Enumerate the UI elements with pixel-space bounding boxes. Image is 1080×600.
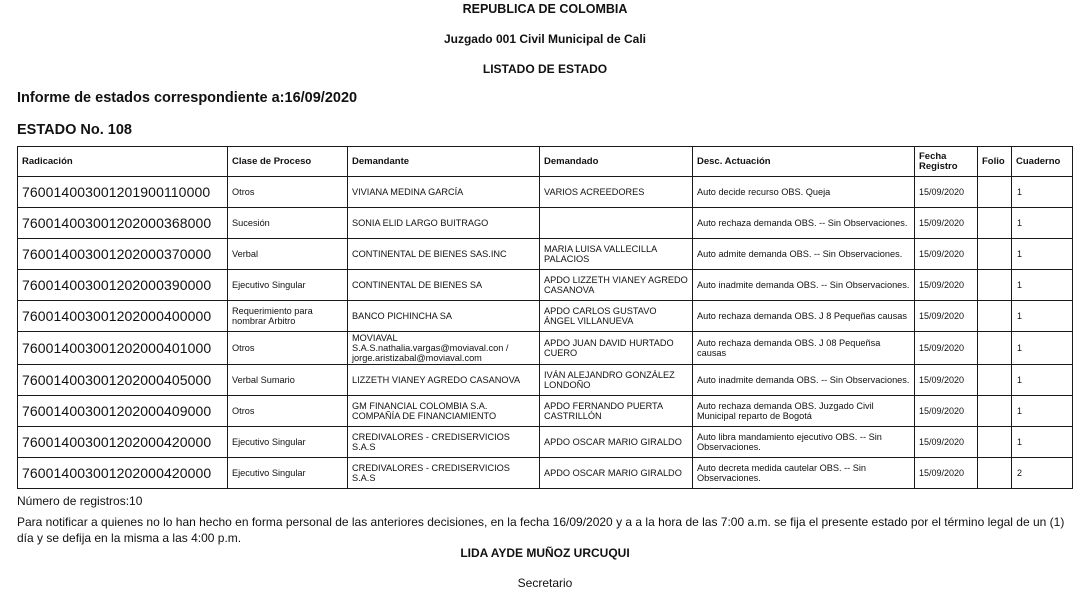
cell-cuaderno: 1 [1012,427,1073,458]
cell-clase-proceso: Otros [228,396,348,427]
cell-actuacion: Auto libra mandamiento ejecutivo OBS. -- Sin Observaciones. [693,427,915,458]
col-header: Clase de Proceso [228,147,348,177]
table-row [18,208,1073,239]
cell-fecha-registro: 15/09/2020 [915,427,978,458]
table-row [18,458,1073,489]
cell-clase-proceso: Ejecutivo Singular [228,427,348,458]
table-body [18,177,1073,489]
cell-demandado: APDO OSCAR MARIO GIRALDO [540,458,693,489]
cell-actuacion: Auto decreta medida cautelar OBS. -- Sin Observaciones. [693,458,915,489]
cell-folio [978,365,1012,396]
cell-radicacion: 760014003001202000409000 [18,396,228,427]
col-header: Demandante [348,147,540,177]
cell-demandado: APDO JUAN DAVID HURTADO CUERO [540,332,693,365]
cell-radicacion: 760014003001202000420000 [18,458,228,489]
report-date-heading: Informe de estados correspondiente a:16/09/2020 [17,90,358,106]
cell-folio [978,332,1012,365]
cell-actuacion: Auto decide recurso OBS. Queja [693,177,915,208]
cell-demandante: BANCO PICHINCHA SA [348,301,540,332]
cell-demandante: VIVIANA MEDINA GARCÍA [348,177,540,208]
cell-actuacion: Auto rechaza demanda OBS. J 8 Pequeñas causas [693,301,915,332]
signatory-name: LIDA AYDE MUÑOZ URCUQUI [460,546,630,560]
cell-radicacion: 760014003001202000400000 [18,301,228,332]
cell-radicacion: 760014003001202000390000 [18,270,228,301]
cell-actuacion: Auto inadmite demanda OBS. -- Sin Observaciones. [693,270,915,301]
notification-paragraph: Para notificar a quienes no lo han hecho en forma personal de las anteriores decisiones, en la fecha 16/09/2020 y a a la hora de las 7:00 a.m. se fija el presente estado por el término legal de un (1) día y se defija en la misma a las 4:00 p.m. [17,515,1065,545]
estados-table [17,146,1073,489]
cell-folio [978,208,1012,239]
cell-clase-proceso: Verbal Sumario [228,365,348,396]
table-row [18,396,1073,427]
col-header: Cuaderno [1012,147,1073,177]
table-row [18,365,1073,396]
cell-clase-proceso: Ejecutivo Singular [228,270,348,301]
col-header: Demandado [540,147,693,177]
cell-demandante: MOVIAVAL S.A.S.nathalia.vargas@moviaval.con / jorge.aristizabal@moviaval.com [348,332,540,365]
cell-demandante: LIZZETH VIANEY AGREDO CASANOVA [348,365,540,396]
table-row [18,270,1073,301]
cell-demandado: APDO CARLOS GUSTAVO ÁNGEL VILLANUEVA [540,301,693,332]
cell-cuaderno: 1 [1012,270,1073,301]
cell-demandante: CREDIVALORES - CREDISERVICIOS S.A.S [348,427,540,458]
cell-demandado: APDO LIZZETH VIANEY AGREDO CASANOVA [540,270,693,301]
cell-radicacion: 760014003001202000370000 [18,239,228,270]
cell-demandado: APDO OSCAR MARIO GIRALDO [540,427,693,458]
table-row [18,301,1073,332]
cell-demandado [540,208,693,239]
cell-fecha-registro: 15/09/2020 [915,332,978,365]
col-header: Fecha Registro [915,147,978,177]
cell-radicacion: 760014003001202000420000 [18,427,228,458]
cell-cuaderno: 1 [1012,239,1073,270]
cell-actuacion: Auto admite demanda OBS. -- Sin Observaciones. [693,239,915,270]
estado-number: ESTADO No. 108 [17,122,132,138]
cell-folio [978,270,1012,301]
cell-folio [978,396,1012,427]
cell-demandado: VARIOS ACREEDORES [540,177,693,208]
cell-radicacion: 760014003001202000401000 [18,332,228,365]
cell-cuaderno: 1 [1012,396,1073,427]
table-row [18,177,1073,208]
cell-fecha-registro: 15/09/2020 [915,239,978,270]
header-court: Juzgado 001 Civil Municipal de Cali [443,32,647,46]
cell-radicacion: 760014003001202000405000 [18,365,228,396]
cell-clase-proceso: Ejecutivo Singular [228,458,348,489]
cell-demandado: APDO FERNANDO PUERTA CASTRILLÓN [540,396,693,427]
cell-clase-proceso: Otros [228,332,348,365]
cell-demandante: CONTINENTAL DE BIENES SAS.INC [348,239,540,270]
col-header: Desc. Actuación [693,147,915,177]
cell-cuaderno: 2 [1012,458,1073,489]
table-header-row [18,147,1073,177]
cell-folio [978,239,1012,270]
cell-clase-proceso: Sucesión [228,208,348,239]
cell-folio [978,301,1012,332]
table-row [18,427,1073,458]
cell-demandante: CREDIVALORES - CREDISERVICIOS S.A.S [348,458,540,489]
cell-clase-proceso: Requerimiento para nombrar Arbitro [228,301,348,332]
cell-cuaderno: 1 [1012,177,1073,208]
cell-fecha-registro: 15/09/2020 [915,301,978,332]
cell-folio [978,458,1012,489]
cell-demandante: SONIA ELID LARGO BUITRAGO [348,208,540,239]
cell-cuaderno: 1 [1012,208,1073,239]
cell-actuacion: Auto rechaza demanda OBS. J 08 Pequeñsa causas [693,332,915,365]
cell-demandante: CONTINENTAL DE BIENES SA [348,270,540,301]
table-row [18,239,1073,270]
record-count: Número de registros:10 [17,494,143,508]
cell-fecha-registro: 15/09/2020 [915,365,978,396]
cell-actuacion: Auto rechaza demanda OBS. -- Sin Observaciones. [693,208,915,239]
cell-clase-proceso: Verbal [228,239,348,270]
cell-clase-proceso: Otros [228,177,348,208]
cell-fecha-registro: 15/09/2020 [915,270,978,301]
cell-fecha-registro: 15/09/2020 [915,208,978,239]
col-header: Radicación [18,147,228,177]
col-header: Folio [978,147,1012,177]
cell-fecha-registro: 15/09/2020 [915,177,978,208]
cell-demandante: GM FINANCIAL COLOMBIA S.A. COMPAÑÍA DE FINANCIAMIENTO [348,396,540,427]
cell-fecha-registro: 15/09/2020 [915,458,978,489]
cell-radicacion: 760014003001201900110000 [18,177,228,208]
cell-radicacion: 760014003001202000368000 [18,208,228,239]
cell-cuaderno: 1 [1012,365,1073,396]
cell-actuacion: Auto rechaza demanda OBS. Juzgado Civil Municipal reparto de Bogotá [693,396,915,427]
table-row [18,332,1073,365]
cell-folio [978,177,1012,208]
cell-cuaderno: 1 [1012,332,1073,365]
cell-folio [978,427,1012,458]
cell-cuaderno: 1 [1012,301,1073,332]
cell-demandado: MARIA LUISA VALLECILLA PALACIOS [540,239,693,270]
cell-actuacion: Auto inadmite demanda OBS. -- Sin Observaciones. [693,365,915,396]
header-list-title: LISTADO DE ESTADO [482,62,608,76]
header-country: REPUBLICA DE COLOMBIA [462,2,628,16]
cell-demandado: IVÁN ALEJANDRO GONZÁLEZ LONDOÑO [540,365,693,396]
signatory-title: Secretario [517,576,573,590]
cell-fecha-registro: 15/09/2020 [915,396,978,427]
